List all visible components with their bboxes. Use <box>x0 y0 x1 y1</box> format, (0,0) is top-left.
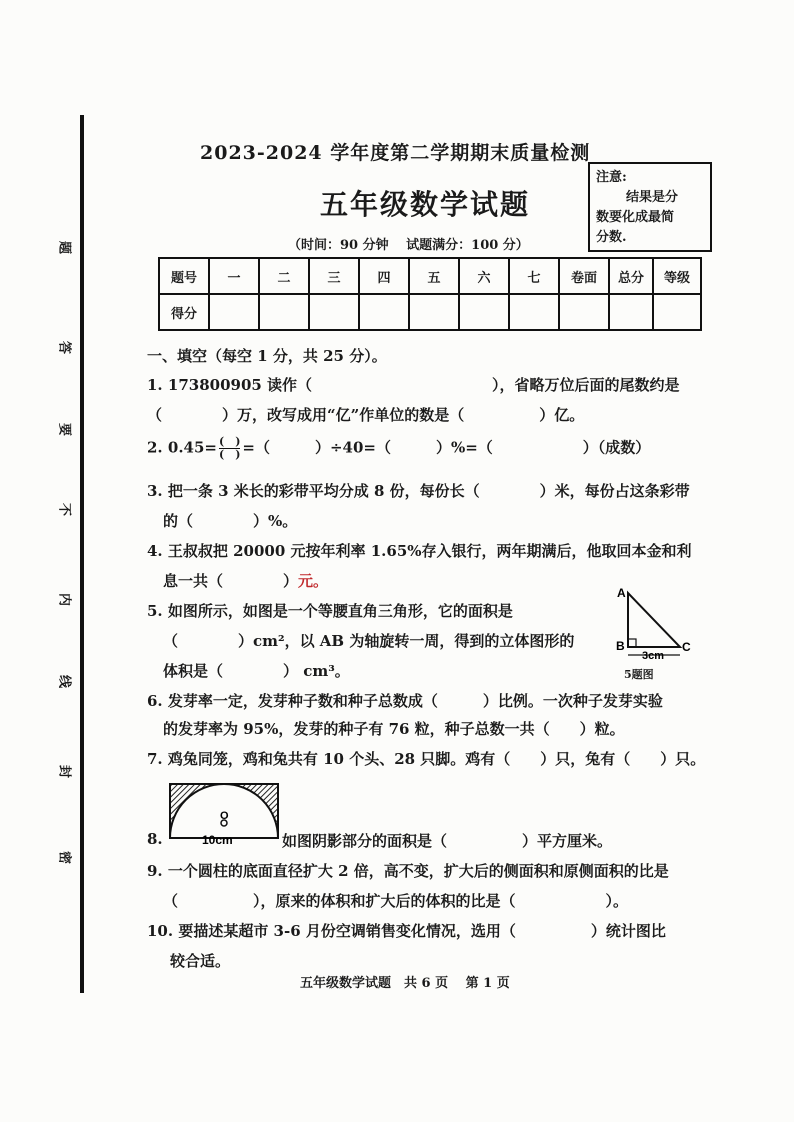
question-7: 7. 鸡兔同笼，鸡和兔共有 10 个头、28 只脚。鸡有（ ）只，兔有（ ）只。 <box>147 750 706 768</box>
score-header-cell: 总分 <box>609 258 653 294</box>
score-header-cell: 一 <box>209 258 259 294</box>
question-6-line-2: 的发芽率为 95%，发芽的种子有 76 粒，种子总数一共（ ）粒。 <box>163 720 625 738</box>
score-cell[interactable] <box>609 294 653 330</box>
vertex-label-b: B <box>616 639 625 653</box>
score-header-cell: 七 <box>509 258 559 294</box>
question-5-line-1: 5. 如图所示，如图是一个等腰直角三角形，它的面积是 <box>147 602 513 620</box>
score-cell[interactable] <box>259 294 309 330</box>
score-table <box>158 257 702 331</box>
binding-char: 答 <box>56 340 72 354</box>
score-cell[interactable] <box>359 294 409 330</box>
triangle-figure <box>612 585 692 665</box>
binding-char: 线 <box>56 674 72 688</box>
page-footer: 五年级数学试题 共 6 页 第 1 页 <box>300 976 510 991</box>
notice-line: 数要化成最简 <box>596 210 675 225</box>
notice-line: 结果是分 <box>626 190 679 205</box>
question-8-number: 8. <box>147 830 163 848</box>
score-header-cell: 二 <box>259 258 309 294</box>
score-cell[interactable] <box>409 294 459 330</box>
binding-char: 不 <box>56 502 72 516</box>
score-row-label: 得分 <box>159 294 209 330</box>
question-2-start: 2. 0.45= <box>147 438 217 457</box>
question-6-line-1: 6. 发芽率一定，发芽种子数和种子总数成（ ）比例。一次种子发芽实验 <box>147 692 663 710</box>
binding-char: 要 <box>56 422 72 436</box>
score-header-cell: 四 <box>359 258 409 294</box>
question-5-line-3: 体积是（ ） cm³。 <box>163 662 350 680</box>
fraction <box>219 436 240 461</box>
score-header-cell: 题号 <box>159 258 209 294</box>
figure-5-caption: 5题图 <box>624 668 654 681</box>
fraction-denominator: ( ) <box>218 448 241 461</box>
question-4-unit: 元。 <box>298 572 329 590</box>
question-4-text: 息一共（ ） <box>163 572 299 590</box>
vertex-label-a: A <box>617 586 626 600</box>
notice-box <box>588 162 712 252</box>
question-1-line-2: （ ）万，改写成用“亿”作单位的数是（ ）亿。 <box>147 406 585 424</box>
score-header-cell: 六 <box>459 258 509 294</box>
right-angle-mark <box>628 639 636 647</box>
time-info: （时间：90 分钟 试题满分：100 分） <box>288 238 529 253</box>
question-10-line-1: 10. 要描述某超市 3-6 月份空调销售变化情况，选用（ ）统计图比 <box>147 922 666 940</box>
question-3-line-1: 3. 把一条 3 米长的彩带平均分成 8 份，每份长（ ）米，每份占这条彩带 <box>147 482 690 500</box>
score-table-header-row <box>159 258 701 294</box>
score-header-cell: 等级 <box>653 258 701 294</box>
semicircle-figure <box>168 782 280 847</box>
fraction-numerator: ( ) <box>218 435 241 448</box>
score-table-score-row <box>159 294 701 330</box>
notice-line: 分数. <box>596 230 627 245</box>
question-5-line-2: （ ）cm²，以 AB 为轴旋转一周，得到的立体图形的 <box>163 632 575 650</box>
score-header-cell: 卷面 <box>559 258 609 294</box>
question-10-line-2: 较合适。 <box>170 952 231 970</box>
binding-char: 题 <box>56 240 72 254</box>
question-4-line-1: 4. 王叔叔把 20000 元按年利率 1.65%存入银行，两年期满后，他取回本金和利 <box>147 542 692 560</box>
term-title: 2023-2024 学年度第二学期期末质量检测 <box>200 142 591 164</box>
question-3-line-2: 的（ ）%。 <box>163 512 298 530</box>
score-cell[interactable] <box>653 294 701 330</box>
diameter-label: 10cm <box>202 833 233 847</box>
center-label: O <box>220 810 229 822</box>
binding-line <box>80 115 84 993</box>
page-title: 五年级数学试题 <box>320 188 531 221</box>
question-1-line-1: 1. 173800905 读作（ ），省略万位后面的尾数约是 <box>147 376 680 394</box>
question-2 <box>147 436 650 461</box>
score-header-cell: 三 <box>309 258 359 294</box>
question-8: 如图阴影部分的面积是（ ）平方厘米。 <box>282 832 613 850</box>
binding-char: 封 <box>56 764 72 778</box>
score-cell[interactable] <box>559 294 609 330</box>
question-4-line-2 <box>163 570 328 591</box>
section-title: 一、填空（每空 1 分，共 25 分）。 <box>147 347 387 365</box>
score-header-cell: 五 <box>409 258 459 294</box>
binding-char: 密 <box>56 850 72 864</box>
score-cell[interactable] <box>459 294 509 330</box>
score-cell[interactable] <box>509 294 559 330</box>
score-cell[interactable] <box>309 294 359 330</box>
score-cell[interactable] <box>209 294 259 330</box>
question-9-line-1: 9. 一个圆柱的底面直径扩大 2 倍，高不变，扩大后的侧面积和原侧面积的比是 <box>147 862 669 880</box>
question-9-line-2: （ ），原来的体积和扩大后的体积的比是（ ）。 <box>163 892 629 910</box>
notice-heading: 注意: <box>596 170 627 185</box>
binding-char: 内 <box>56 592 72 606</box>
question-2-rest: =（ ）÷40=（ ）%=（ ）（成数） <box>242 438 651 457</box>
base-length-label: 3cm <box>642 650 665 662</box>
vertex-label-c: C <box>682 640 691 654</box>
